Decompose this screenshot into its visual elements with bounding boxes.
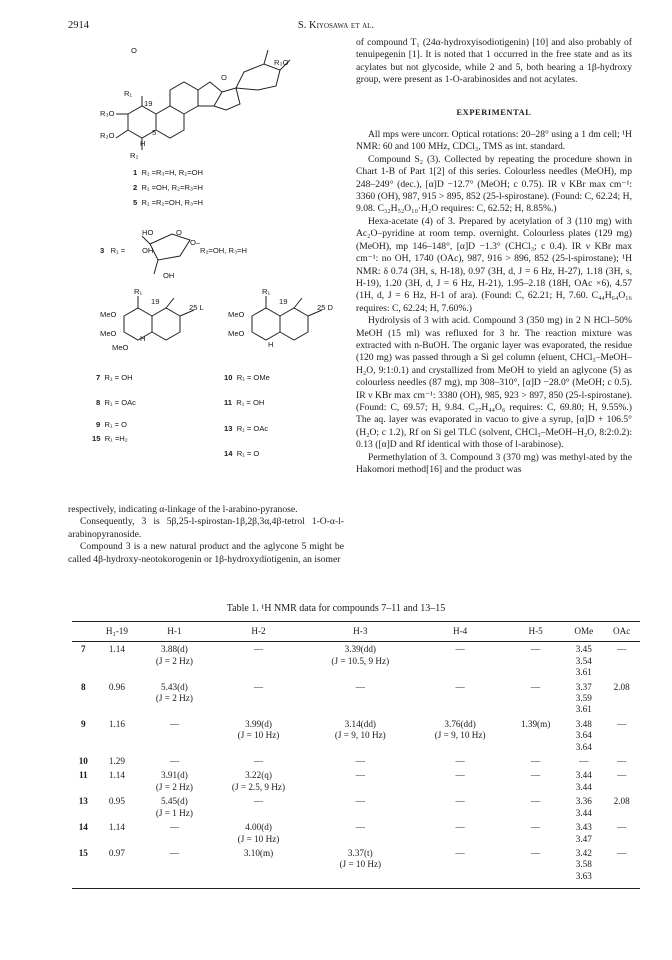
sub-10: 10 R₁ = OMe bbox=[224, 373, 270, 382]
cell-line: — bbox=[355, 796, 365, 807]
table-row bbox=[72, 794, 640, 820]
cell-line: 3.14(dd) bbox=[344, 718, 376, 729]
label-19: 19 bbox=[144, 99, 153, 108]
cell-line: — bbox=[355, 822, 365, 833]
cell-line: 3.61 bbox=[575, 704, 592, 715]
table-cell: — bbox=[617, 718, 627, 729]
sugar-oh2: OH bbox=[163, 271, 175, 280]
table-cell bbox=[210, 717, 308, 754]
mid-r-meo2: MeO bbox=[228, 329, 245, 338]
section-experimental: EXPERIMENTAL bbox=[456, 107, 532, 117]
running-title: S. Kiyosawa et al. bbox=[297, 20, 375, 31]
cell-line: (J = 10 Hz) bbox=[237, 833, 280, 844]
mid-l-meo2: MeO bbox=[100, 329, 117, 338]
cell-line: — bbox=[455, 644, 465, 655]
table-cell: 15 bbox=[72, 846, 95, 889]
table-cell: 14 bbox=[78, 822, 88, 833]
cell-line: 3.43 bbox=[575, 822, 592, 833]
sugar-oh1: OH bbox=[142, 246, 154, 255]
cell-line: (J = 9, 10 Hz) bbox=[334, 730, 386, 741]
table-cell bbox=[307, 680, 413, 717]
cell-line: — bbox=[531, 847, 541, 858]
table-cell bbox=[564, 846, 603, 889]
sugar-label: 3 R₁ = bbox=[100, 246, 126, 255]
table-row bbox=[72, 846, 640, 889]
col-header: OAc bbox=[603, 622, 640, 642]
cell-line: 3.61 bbox=[575, 667, 592, 678]
right-para-5: Hydrolysis of 3 with acid. Compound 3 (350 mg) in 2 N HCl–50% MeOH (15 ml) was refluxed for 3 hr. The reaction mixture was extracted with n-BuOH. The organic layer was evaporated, the residue (120 mg) was passed through a Si gel column (eluent, CHCl₃–MeOH–H₂O, 9:1:0.1) and crystallized from MeOH to yield an aglycone (5) as colourless needles (87 mg), mp 308–310°, [α]D −28.0° (MeOH; c 0.5). IR ν KBr max cm⁻¹: 3380 (OH), 985, 923 > 897, 850 (25-l-spirostane). (Found: C, 69.57; H, 9.84. C₂₇H₄₄O₆ requires: C, 69.80; H, 9.55%.) The aq. layer was evaporated in vacuo to give a syrup, [α]D + 106.5° (H₂O; c 1.2), Rf on Si gel TLC (solvent, CHCl₃–MeOH–H₂O, 8:2:0.2): 0.13 ([α]D and Rf identical with those of l-arabinose). bbox=[356, 315, 632, 451]
label-c5: 5 bbox=[152, 128, 157, 137]
col-header: H-3 bbox=[307, 622, 413, 642]
nmr-table bbox=[72, 621, 640, 889]
table-cell: 0.96 bbox=[108, 681, 125, 692]
table-row bbox=[72, 820, 640, 846]
sub-11: 11 R₁ = OH bbox=[224, 398, 265, 407]
table-cell bbox=[139, 846, 209, 889]
table-cell bbox=[139, 717, 209, 754]
cell-line: 3.22(q) bbox=[245, 770, 272, 781]
table-row bbox=[72, 680, 640, 717]
table-cell bbox=[507, 642, 564, 680]
def-5: 5 R₁ =R₂=OH, R₃=H bbox=[133, 198, 204, 207]
cell-line: — bbox=[455, 796, 465, 807]
cell-line: 3.37(t) bbox=[347, 847, 373, 858]
table-cell bbox=[307, 794, 413, 820]
cell-line: — bbox=[253, 644, 264, 655]
cell-line: (J = 2 Hz) bbox=[155, 655, 193, 666]
table-cell: — bbox=[617, 756, 627, 767]
cell-line: 3.58 bbox=[575, 859, 592, 870]
cell-line: — bbox=[531, 644, 541, 655]
table-cell bbox=[413, 642, 507, 680]
cell-line: — bbox=[355, 756, 365, 767]
table-header-row bbox=[72, 622, 640, 642]
cell-line: 3.88(d) bbox=[161, 644, 188, 655]
cell-line: — bbox=[455, 681, 465, 692]
cell-line: (J = 2.5, 9 Hz) bbox=[231, 781, 286, 792]
label-o2: O bbox=[221, 73, 227, 82]
table-cell bbox=[564, 754, 603, 768]
table-cell bbox=[507, 820, 564, 846]
col-header: OMe bbox=[564, 622, 603, 642]
table-cell: 7 bbox=[80, 644, 86, 655]
cell-line: (J = 10 Hz) bbox=[237, 730, 280, 741]
cell-line: 3.36 bbox=[575, 796, 592, 807]
cell-line: 3.63 bbox=[575, 870, 592, 881]
table-cell bbox=[564, 642, 603, 680]
table-cell bbox=[413, 846, 507, 889]
cell-line: 3.44 bbox=[575, 770, 592, 781]
table-cell: 1.14 bbox=[108, 644, 125, 655]
cell-line: (J = 10 Hz) bbox=[339, 859, 382, 870]
table-cell bbox=[210, 680, 308, 717]
col-header bbox=[72, 622, 95, 642]
table-cell bbox=[210, 754, 308, 768]
cell-line: (J = 1 Hz) bbox=[155, 807, 193, 818]
table-cell: 10 bbox=[78, 756, 88, 767]
sugar-o1: O bbox=[176, 228, 182, 237]
left-para-3: Compound 3 is a new natural product and the aglycone 5 might be called 4β-hydroxy-neotokorogenin or 1β-hydroxydiotigenin, an isomer bbox=[68, 541, 344, 565]
cell-line: — bbox=[531, 796, 541, 807]
mid-l-19: 19 bbox=[151, 297, 160, 306]
cell-line: 3.54 bbox=[575, 655, 592, 666]
table-cell bbox=[307, 846, 413, 889]
table-cell bbox=[564, 794, 603, 820]
sugar-o2: O– bbox=[190, 238, 201, 247]
cell-line: (J = 10.5, 9 Hz) bbox=[331, 655, 390, 666]
cell-line: 3.44 bbox=[575, 807, 592, 818]
table-cell: 11 bbox=[78, 770, 88, 781]
mid-l-meo3: MeO bbox=[112, 343, 129, 352]
table-cell bbox=[139, 794, 209, 820]
col-header: H-4 bbox=[413, 622, 507, 642]
cell-line: 3.44 bbox=[575, 781, 592, 792]
cell-line: 3.76(dd) bbox=[444, 718, 476, 729]
mid-r-19: 19 bbox=[279, 297, 288, 306]
table-cell: 0.95 bbox=[108, 796, 125, 807]
label-r3o-a: R₃O bbox=[100, 109, 115, 118]
table-cell: 2.08 bbox=[613, 796, 630, 807]
table-cell: — bbox=[617, 822, 627, 833]
cell-line: 3.91(d) bbox=[161, 770, 188, 781]
table-cell bbox=[210, 768, 308, 794]
col-header: H-5 bbox=[507, 622, 564, 642]
cell-line: — bbox=[531, 756, 541, 767]
cell-line: 5.43(d) bbox=[161, 681, 188, 692]
table-cell bbox=[507, 680, 564, 717]
table-cell bbox=[139, 820, 209, 846]
cell-line: — bbox=[355, 681, 365, 692]
table-cell: 9 bbox=[80, 718, 86, 729]
table-cell bbox=[413, 717, 507, 754]
page-number: 2914 bbox=[68, 20, 89, 31]
table-row bbox=[72, 768, 640, 794]
cell-line: — bbox=[169, 847, 179, 858]
cell-line: — bbox=[579, 756, 589, 767]
sub-14: 14 R₁ = O bbox=[224, 449, 260, 458]
sugar-ho: HO bbox=[142, 228, 154, 237]
table-cell bbox=[307, 717, 413, 754]
cell-line: 3.45 bbox=[575, 644, 592, 655]
cell-line: 3.37 bbox=[575, 681, 592, 692]
cell-line: — bbox=[455, 770, 465, 781]
cell-line: 3.39(dd) bbox=[344, 644, 376, 655]
table-cell bbox=[564, 680, 603, 717]
col-header: H₃-19 bbox=[95, 622, 140, 642]
mid-l-25: 25 L bbox=[189, 303, 204, 312]
mid-r-r1: R₁ bbox=[262, 287, 271, 296]
label-o1: O bbox=[131, 46, 137, 55]
col-header: H-2 bbox=[210, 622, 308, 642]
cell-line: — bbox=[169, 756, 179, 767]
cell-line: 3.99(d) bbox=[245, 718, 272, 729]
cell-line: 3.10(m) bbox=[243, 847, 274, 858]
label-r1: R₁ bbox=[124, 89, 133, 98]
sub-8: 8 R₁ = OAc bbox=[96, 398, 136, 407]
sub-15: 15 R₁ =H₂ bbox=[92, 434, 128, 443]
table-cell bbox=[564, 717, 603, 754]
cell-line: — bbox=[455, 756, 465, 767]
table-cell bbox=[507, 717, 564, 754]
cell-line: — bbox=[355, 770, 365, 781]
left-column bbox=[68, 504, 344, 566]
table-row bbox=[72, 642, 640, 680]
table-cell: 1.14 bbox=[108, 822, 125, 833]
table-caption: Table 1. ¹H NMR data for compounds 7–11 and 13–15 bbox=[226, 603, 446, 614]
table-cell: 1.16 bbox=[108, 718, 125, 729]
cell-line: (J = 2 Hz) bbox=[155, 693, 193, 704]
table-cell bbox=[210, 846, 308, 889]
cell-line: — bbox=[531, 681, 541, 692]
table-cell bbox=[307, 642, 413, 680]
right-para-1: of compound T₁ (24α-hydroxyisodiotigenin) [10] and also probably of tenuipegenin [1]. It is noted that 1 occurred in the free state and as its acylates but not glycoside, while 2 and 5, both bearing a 1β-hydroxy group, were present as 1-O-arabinosides and not acylates. bbox=[356, 37, 632, 86]
table-cell bbox=[413, 680, 507, 717]
sub-9: 9 R₁ = O bbox=[96, 420, 128, 429]
table-cell bbox=[507, 846, 564, 889]
mid-l-meo1: MeO bbox=[100, 310, 117, 319]
table-row bbox=[72, 754, 640, 768]
table-cell bbox=[507, 754, 564, 768]
table-cell bbox=[413, 820, 507, 846]
table-cell bbox=[413, 768, 507, 794]
table-cell bbox=[210, 642, 308, 680]
table-cell: 8 bbox=[80, 681, 86, 692]
mid-r-25: 25 D bbox=[317, 303, 334, 312]
cell-line: 1.39(m) bbox=[520, 718, 551, 729]
table-cell: — bbox=[603, 846, 640, 889]
table-cell bbox=[564, 820, 603, 846]
right-column bbox=[356, 37, 632, 476]
right-para-2: All mps were uncorr. Optical rotations: 20–28° using a 1 dm cell; ¹H NMR: 60 and 100 MHz, CDCl₃, TMS as int. standard. bbox=[356, 129, 632, 153]
table-cell bbox=[139, 642, 209, 680]
table-cell: — bbox=[617, 770, 627, 781]
cell-line: 3.47 bbox=[575, 833, 592, 844]
sugar-defs: R₂=OH, R₃=H bbox=[200, 246, 247, 255]
cell-line: 3.42 bbox=[575, 847, 592, 858]
table-cell bbox=[413, 754, 507, 768]
table-cell bbox=[307, 820, 413, 846]
label-c25: R₃O bbox=[274, 58, 289, 67]
label-h: H bbox=[140, 139, 146, 148]
cell-line: 3.59 bbox=[575, 693, 592, 704]
left-para-2: Consequently, 3 is 5β,25-l-spirostan-1β,2β,3α,4β-tetrol 1-O-α-l-arabinopyranoside. bbox=[68, 516, 344, 540]
mid-l-r1: R₁ bbox=[134, 287, 143, 296]
def-2: 2 R₁ =OH, R₂=R₃=H bbox=[133, 183, 204, 192]
right-para-3: Compound S₂ (3). Collected by repeating the procedure shown in Chart 1-B of Part 1[2] of this series. Colourless needles (MeOH), mp 248–249° (dec.), [α]D −12.7° (MeOH; c 0.75). IR ν KBr max cm⁻¹: 3360 (OH), 987, 915 > 895, 852 (25-l-spirostane). (Found: C, 62.24; H, 9.08. C₃₂H₅₂O₁₀·H₂O requires: C, 62.52; H, 8.85%.) bbox=[356, 153, 632, 215]
table-cell bbox=[307, 754, 413, 768]
mid-r-meo1: MeO bbox=[228, 310, 245, 319]
table-cell bbox=[210, 820, 308, 846]
table-cell bbox=[564, 768, 603, 794]
right-para-4: Hexa-acetate (4) of 3. Prepared by acetylation of 3 (110 mg) with Ac₂O–pyridine at room temp. overnight. Colourless plates (129 mg) (MeOH), mp 146–148°, [α]D −1.3° (CHCl₃; c 0.4). IR ν KBr max cm⁻¹: no OH, 1740 (OAc), 987, 916 > 896, 852 (25-l-spirostane); ¹H NMR: δ 0.74 (3H, s, H-18), 0.97 (3H, d, J = 6 Hz, H-27), 1.18 (3H, s, H-19), 1.20 (3H, d, J = 6 Hz, H-21), 1.95–2.18 (18H, OAc ×6), 4.57 (1H, d, J = 6 Hz, H-1 of ara). (Found: C, 62.21; H, 7.60. C₄₄H₆₄O₁₆ requires: C, 62.24; H, 7.60%.) bbox=[356, 215, 632, 314]
def-1: 1 R₁ =R₃=H, R₂=OH bbox=[133, 168, 204, 177]
table-cell bbox=[139, 768, 209, 794]
table-cell bbox=[139, 754, 209, 768]
table-cell bbox=[507, 794, 564, 820]
table-row bbox=[72, 717, 640, 754]
cell-line: — bbox=[169, 718, 179, 729]
table-cell: — bbox=[617, 644, 627, 655]
cell-line: — bbox=[455, 822, 465, 833]
mid-r-h: H bbox=[268, 340, 274, 349]
table-cell: 0.97 bbox=[95, 846, 140, 889]
cell-line: 3.48 bbox=[575, 718, 592, 729]
table-cell: 13 bbox=[78, 796, 88, 807]
table-cell: 1.14 bbox=[108, 770, 125, 781]
table-cell bbox=[210, 794, 308, 820]
table-cell bbox=[413, 794, 507, 820]
cell-line: (J = 9, 10 Hz) bbox=[434, 730, 486, 741]
cell-line: — bbox=[531, 822, 541, 833]
cell-line: — bbox=[253, 796, 264, 807]
table-cell bbox=[139, 680, 209, 717]
table-cell: 1.29 bbox=[108, 756, 125, 767]
cell-line: — bbox=[455, 847, 465, 858]
table-cell: 2.08 bbox=[613, 681, 630, 692]
cell-line: — bbox=[169, 822, 179, 833]
cell-line: 5.45(d) bbox=[161, 796, 188, 807]
cell-line: — bbox=[253, 756, 264, 767]
cell-line: 3.64 bbox=[575, 741, 592, 752]
table-cell bbox=[507, 768, 564, 794]
left-para-1: respectively, indicating α-linkage of the l-arabino-pyranose. bbox=[68, 504, 298, 515]
cell-line: — bbox=[531, 770, 541, 781]
sub-13: 13 R₁ = OAc bbox=[224, 424, 269, 433]
right-para-6: Permethylation of 3. Compound 3 (370 mg) was methyl-ated by the Hakomori method[16] and the product was bbox=[356, 451, 632, 475]
table-cell bbox=[307, 768, 413, 794]
label-r2: R₂ bbox=[130, 151, 139, 160]
cell-line: — bbox=[253, 681, 264, 692]
spirostan-structure bbox=[68, 34, 348, 204]
mid-l-h: H bbox=[140, 334, 146, 343]
sub-7: 7 R₁ = OH bbox=[96, 373, 133, 382]
cell-line: 3.64 bbox=[575, 730, 592, 741]
cell-line: (J = 2 Hz) bbox=[155, 781, 193, 792]
cell-line: 4.00(d) bbox=[245, 822, 272, 833]
label-r3o-b: R₃O bbox=[100, 131, 115, 140]
col-header: H-1 bbox=[139, 622, 209, 642]
